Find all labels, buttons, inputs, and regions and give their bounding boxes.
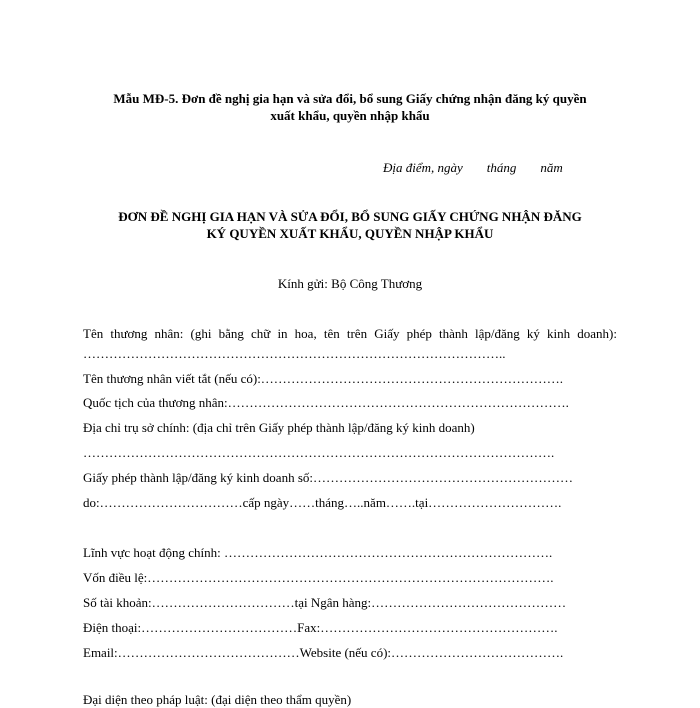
field-business-field: Lĩnh vực hoạt động chính: …………………………………………………………………. [83, 545, 553, 560]
field-issued-by: do:……………………………cấp ngày……tháng…..năm…….tại…………………………. [83, 495, 562, 510]
place-date-place: Địa điểm, ngày [383, 160, 463, 175]
place-date-year: năm [540, 160, 563, 175]
form-header-line1: Mẫu MĐ-5. Đơn đề nghị gia hạn và sửa đổi, bổ sung Giấy chứng nhận đăng ký quyền [113, 91, 587, 106]
field-trader-name: Tên thương nhân: (ghi bằng chữ in hoa, tên trên Giấy phép thành lập/đăng ký kinh doanh): [83, 326, 617, 341]
field-trader-name-dots: …………………………………………………………………………………….. [83, 346, 506, 361]
field-license-no: Giấy phép thành lập/đăng ký kinh doanh số:…………………………………………………… [83, 470, 573, 485]
doc-title-line2: KÝ QUYỀN XUẤT KHẨU, QUYỀN NHẬP KHẨU [206, 226, 494, 241]
field-short-name: Tên thương nhân viết tắt (nếu có):……………………………………………………………. [83, 371, 564, 386]
field-phone-fax: Điện thoại:………………………………Fax:………………………………………………. [83, 620, 558, 635]
recipient-line: Kính gửi: Bộ Công Thương [277, 276, 423, 291]
field-account-no: Số tài khoản:……………………………tại Ngân hàng:……………………………………… [83, 595, 567, 610]
field-charter-capital: Vốn điều lệ:…………………………………………………………………………………. [83, 570, 554, 585]
field-representative: Đại diện theo pháp luật: (đại diện theo thẩm quyền) [83, 692, 352, 707]
form-header-line2: xuất khẩu, quyền nhập khẩu [270, 108, 430, 123]
place-date-month: tháng [486, 160, 517, 175]
field-email-web: Email:……………………………………Website (nếu có):…………………………………. [83, 645, 564, 660]
field-nationality: Quốc tịch của thương nhân:……………………………………………………………………. [83, 395, 569, 410]
place-date-line [383, 160, 563, 176]
field-hq-address: Địa chỉ trụ sở chính: (địa chỉ trên Giấy phép thành lập/đăng ký kinh doanh) [83, 420, 475, 435]
field-hq-address-dots: ………………………………………………………………………………………………. [83, 445, 555, 460]
doc-title-line1: ĐƠN ĐỀ NGHỊ GIA HẠN VÀ SỬA ĐỔI, BỔ SUNG GIẤY CHỨNG NHẬN ĐĂNG [118, 209, 582, 224]
